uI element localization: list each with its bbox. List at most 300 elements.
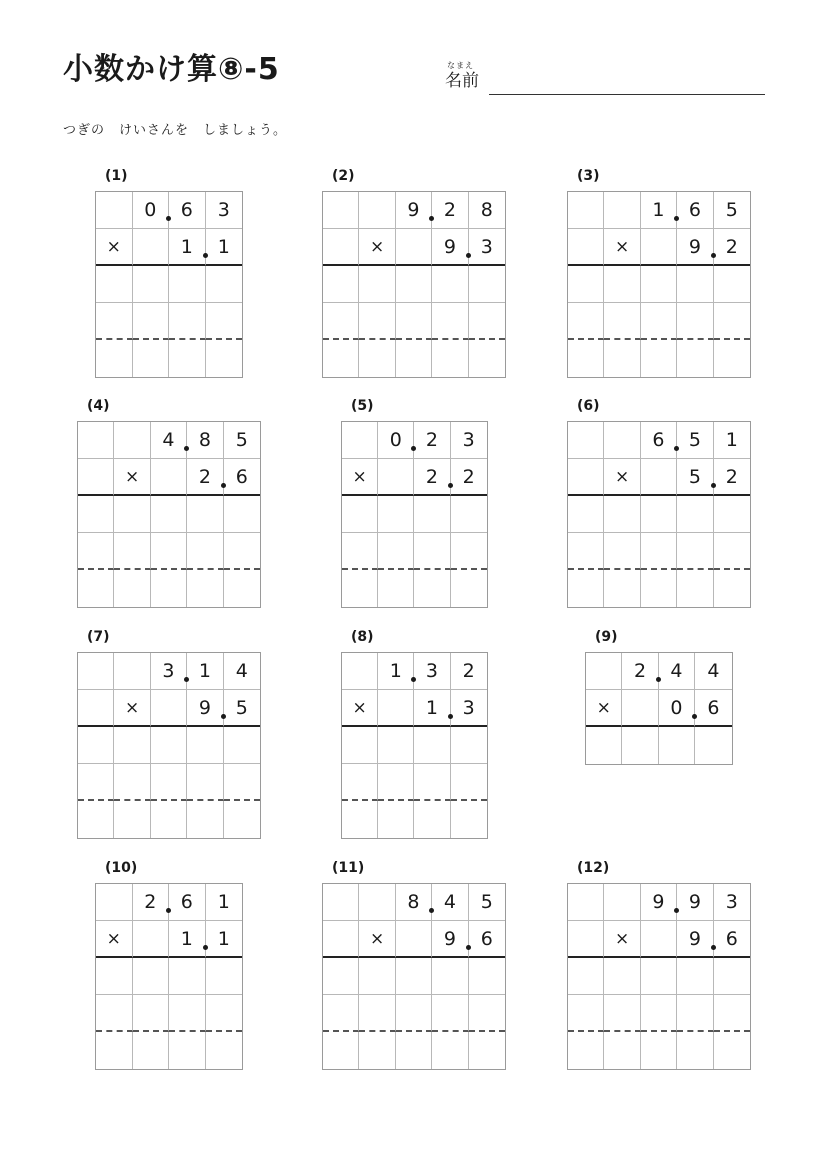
answer-cell[interactable] xyxy=(469,266,505,303)
decimal-point xyxy=(166,908,171,913)
answer-cell[interactable] xyxy=(451,801,487,838)
grid-cell xyxy=(568,192,604,229)
calc-grid xyxy=(567,421,751,608)
answer-cell[interactable] xyxy=(151,764,187,801)
times-sign: × xyxy=(604,459,640,496)
answer-cell[interactable] xyxy=(451,727,487,764)
answer-cell[interactable] xyxy=(568,266,604,303)
multiplier-digit: 2 xyxy=(714,459,750,496)
multiplicand-digit: 1 xyxy=(206,884,243,921)
name-label: 名前 xyxy=(445,71,479,91)
answer-cell[interactable] xyxy=(151,570,187,607)
answer-cell[interactable] xyxy=(432,266,468,303)
answer-cell[interactable] xyxy=(114,727,150,764)
problem-8 xyxy=(341,629,488,839)
answer-cell[interactable] xyxy=(114,533,150,570)
multiplicand-digit: 6 xyxy=(169,192,206,229)
answer-cell[interactable] xyxy=(604,340,640,377)
answer-cell[interactable] xyxy=(133,1032,170,1069)
decimal-point xyxy=(166,216,171,221)
answer-cell[interactable] xyxy=(641,570,677,607)
answer-cell[interactable] xyxy=(714,995,750,1032)
calc-grid xyxy=(77,652,261,839)
answer-cell[interactable] xyxy=(568,303,604,340)
problem-label: (10) xyxy=(105,860,138,876)
answer-cell[interactable] xyxy=(96,340,133,377)
answer-cell[interactable] xyxy=(396,995,432,1032)
answer-cell[interactable] xyxy=(323,340,359,377)
answer-cell[interactable] xyxy=(78,570,114,607)
answer-cell[interactable] xyxy=(224,764,260,801)
answer-cell[interactable] xyxy=(96,995,133,1032)
grid-cell xyxy=(396,921,432,958)
problem-6 xyxy=(567,398,751,608)
answer-cell[interactable] xyxy=(169,340,206,377)
grid-cell xyxy=(568,459,604,496)
answer-cell[interactable] xyxy=(187,496,223,533)
grid-cell xyxy=(359,192,395,229)
answer-cell[interactable] xyxy=(169,1032,206,1069)
answer-cell[interactable] xyxy=(414,570,450,607)
answer-cell[interactable] xyxy=(677,340,713,377)
answer-cell[interactable] xyxy=(78,727,114,764)
answer-cell[interactable] xyxy=(96,266,133,303)
answer-cell[interactable] xyxy=(695,727,731,764)
answer-cell[interactable] xyxy=(359,340,395,377)
grid-cell xyxy=(622,690,658,727)
answer-cell[interactable] xyxy=(133,303,170,340)
multiplicand-digit: 0 xyxy=(133,192,170,229)
answer-cell[interactable] xyxy=(568,496,604,533)
problem-10 xyxy=(95,860,243,1070)
grid-cell xyxy=(114,422,150,459)
multiplicand-digit: 1 xyxy=(641,192,677,229)
problem-label: (9) xyxy=(595,629,618,645)
answer-cell[interactable] xyxy=(378,764,414,801)
answer-cell[interactable] xyxy=(187,533,223,570)
answer-cell[interactable] xyxy=(714,266,750,303)
multiplicand-digit: 1 xyxy=(378,653,414,690)
answer-cell[interactable] xyxy=(359,266,395,303)
grid-cell xyxy=(342,653,378,690)
answer-cell[interactable] xyxy=(414,801,450,838)
answer-cell[interactable] xyxy=(187,764,223,801)
calc-grid xyxy=(322,883,506,1070)
problem-label: (7) xyxy=(87,629,110,645)
answer-cell[interactable] xyxy=(151,801,187,838)
problem-label: (3) xyxy=(577,168,600,184)
answer-cell[interactable] xyxy=(323,995,359,1032)
grid-cell xyxy=(133,229,170,266)
problem-label: (2) xyxy=(332,168,355,184)
answer-cell[interactable] xyxy=(187,727,223,764)
answer-cell[interactable] xyxy=(568,958,604,995)
answer-cell[interactable] xyxy=(677,995,713,1032)
times-sign: × xyxy=(96,229,133,266)
multiplier-digit: 1 xyxy=(206,229,243,266)
answer-cell[interactable] xyxy=(568,570,604,607)
multiplicand-digit: 4 xyxy=(432,884,468,921)
answer-cell[interactable] xyxy=(604,266,640,303)
grid-cell xyxy=(323,921,359,958)
problem-1 xyxy=(95,168,243,378)
decimal-point xyxy=(203,253,208,258)
answer-cell[interactable] xyxy=(342,570,378,607)
answer-cell[interactable] xyxy=(469,995,505,1032)
answer-cell[interactable] xyxy=(714,958,750,995)
decimal-point xyxy=(466,945,471,950)
answer-cell[interactable] xyxy=(96,958,133,995)
answer-cell[interactable] xyxy=(114,764,150,801)
answer-cell[interactable] xyxy=(714,533,750,570)
answer-cell[interactable] xyxy=(114,801,150,838)
answer-cell[interactable] xyxy=(714,570,750,607)
answer-cell[interactable] xyxy=(187,801,223,838)
multiplicand-digit: 6 xyxy=(641,422,677,459)
answer-cell[interactable] xyxy=(469,958,505,995)
grid-cell xyxy=(342,422,378,459)
calc-grid xyxy=(95,883,243,1070)
multiplicand-digit: 5 xyxy=(224,422,260,459)
answer-cell[interactable] xyxy=(187,570,223,607)
multiplicand-digit: 4 xyxy=(659,653,695,690)
answer-cell[interactable] xyxy=(96,303,133,340)
multiplicand-digit: 8 xyxy=(396,884,432,921)
multiplicand-digit: 9 xyxy=(641,884,677,921)
answer-cell[interactable] xyxy=(641,995,677,1032)
answer-cell[interactable] xyxy=(604,303,640,340)
decimal-point xyxy=(466,253,471,258)
answer-cell[interactable] xyxy=(451,533,487,570)
answer-cell[interactable] xyxy=(114,496,150,533)
problem-label: (11) xyxy=(332,860,365,876)
answer-cell[interactable] xyxy=(469,340,505,377)
name-ruby: なまえ xyxy=(447,61,474,70)
answer-cell[interactable] xyxy=(432,1032,468,1069)
answer-cell[interactable] xyxy=(224,801,260,838)
grid-cell xyxy=(323,229,359,266)
problem-label: (6) xyxy=(577,398,600,414)
multiplier-digit: 2 xyxy=(451,459,487,496)
problem-label: (1) xyxy=(105,168,128,184)
grid-cell xyxy=(568,422,604,459)
answer-cell[interactable] xyxy=(677,303,713,340)
worksheet-title: 小数かけ算⑧-5 xyxy=(63,52,280,87)
answer-cell[interactable] xyxy=(641,533,677,570)
grid-cell xyxy=(78,422,114,459)
decimal-point xyxy=(711,945,716,950)
answer-cell[interactable] xyxy=(714,1032,750,1069)
answer-cell[interactable] xyxy=(378,570,414,607)
decimal-point xyxy=(221,483,226,488)
multiplier-digit: 1 xyxy=(169,229,206,266)
multiplier-digit: 2 xyxy=(187,459,223,496)
multiplier-digit: 5 xyxy=(677,459,713,496)
calc-grid xyxy=(322,191,506,378)
grid-cell xyxy=(641,921,677,958)
multiplicand-digit: 1 xyxy=(187,653,223,690)
multiplier-digit: 2 xyxy=(714,229,750,266)
multiplier-digit: 6 xyxy=(695,690,731,727)
answer-cell[interactable] xyxy=(396,303,432,340)
answer-cell[interactable] xyxy=(151,533,187,570)
name-write-line[interactable] xyxy=(489,94,765,95)
problem-12 xyxy=(567,860,751,1070)
answer-cell[interactable] xyxy=(78,496,114,533)
answer-cell[interactable] xyxy=(568,340,604,377)
decimal-point xyxy=(221,714,226,719)
answer-cell[interactable] xyxy=(641,303,677,340)
answer-cell[interactable] xyxy=(96,1032,133,1069)
grid-cell xyxy=(604,884,640,921)
problem-11 xyxy=(322,860,506,1070)
decimal-point xyxy=(711,253,716,258)
answer-cell[interactable] xyxy=(342,727,378,764)
problem-label: (4) xyxy=(87,398,110,414)
answer-cell[interactable] xyxy=(622,727,658,764)
multiplicand-digit: 3 xyxy=(206,192,243,229)
answer-cell[interactable] xyxy=(451,570,487,607)
multiplier-digit: 3 xyxy=(451,690,487,727)
multiplicand-digit: 2 xyxy=(133,884,170,921)
answer-cell[interactable] xyxy=(378,727,414,764)
grid-cell xyxy=(96,884,133,921)
multiplier-digit: 6 xyxy=(469,921,505,958)
answer-cell[interactable] xyxy=(469,303,505,340)
answer-cell[interactable] xyxy=(432,303,468,340)
answer-cell[interactable] xyxy=(169,958,206,995)
times-sign: × xyxy=(342,690,378,727)
problem-label: (12) xyxy=(577,860,610,876)
grid-cell xyxy=(378,690,414,727)
grid-cell xyxy=(568,884,604,921)
answer-cell[interactable] xyxy=(224,570,260,607)
answer-cell[interactable] xyxy=(151,727,187,764)
grid-cell xyxy=(78,653,114,690)
answer-cell[interactable] xyxy=(414,496,450,533)
answer-cell[interactable] xyxy=(451,496,487,533)
answer-cell[interactable] xyxy=(469,1032,505,1069)
answer-cell[interactable] xyxy=(677,1032,713,1069)
multiplier-digit: 6 xyxy=(714,921,750,958)
answer-cell[interactable] xyxy=(342,801,378,838)
answer-cell[interactable] xyxy=(206,266,243,303)
answer-cell[interactable] xyxy=(568,1032,604,1069)
calc-grid xyxy=(77,421,261,608)
multiplier-digit: 5 xyxy=(224,690,260,727)
answer-cell[interactable] xyxy=(378,801,414,838)
answer-cell[interactable] xyxy=(677,533,713,570)
grid-cell xyxy=(604,192,640,229)
answer-cell[interactable] xyxy=(359,303,395,340)
answer-cell[interactable] xyxy=(714,303,750,340)
answer-cell[interactable] xyxy=(604,1032,640,1069)
answer-cell[interactable] xyxy=(206,995,243,1032)
problem-2 xyxy=(322,168,506,378)
answer-cell[interactable] xyxy=(604,958,640,995)
multiplicand-digit: 1 xyxy=(714,422,750,459)
grid-cell xyxy=(604,422,640,459)
answer-cell[interactable] xyxy=(133,340,170,377)
answer-cell[interactable] xyxy=(323,958,359,995)
name-field[interactable] xyxy=(445,60,765,96)
answer-cell[interactable] xyxy=(169,303,206,340)
answer-cell[interactable] xyxy=(641,340,677,377)
answer-cell[interactable] xyxy=(133,266,170,303)
answer-cell[interactable] xyxy=(604,496,640,533)
answer-cell[interactable] xyxy=(224,496,260,533)
grid-cell xyxy=(114,653,150,690)
times-sign: × xyxy=(359,229,395,266)
answer-cell[interactable] xyxy=(206,340,243,377)
answer-cell[interactable] xyxy=(359,995,395,1032)
answer-cell[interactable] xyxy=(677,958,713,995)
answer-cell[interactable] xyxy=(378,533,414,570)
problem-label: (8) xyxy=(351,629,374,645)
answer-cell[interactable] xyxy=(78,801,114,838)
answer-cell[interactable] xyxy=(568,533,604,570)
grid-cell xyxy=(323,884,359,921)
grid-cell xyxy=(96,192,133,229)
answer-cell[interactable] xyxy=(342,496,378,533)
grid-cell xyxy=(78,690,114,727)
answer-cell[interactable] xyxy=(414,764,450,801)
answer-cell[interactable] xyxy=(169,995,206,1032)
answer-cell[interactable] xyxy=(359,1032,395,1069)
times-sign: × xyxy=(114,690,150,727)
grid-cell xyxy=(586,653,622,690)
answer-cell[interactable] xyxy=(342,764,378,801)
answer-cell[interactable] xyxy=(78,764,114,801)
multiplicand-digit: 2 xyxy=(622,653,658,690)
answer-cell[interactable] xyxy=(323,303,359,340)
answer-cell[interactable] xyxy=(323,266,359,303)
answer-cell[interactable] xyxy=(677,496,713,533)
grid-cell xyxy=(396,229,432,266)
decimal-point xyxy=(203,945,208,950)
answer-cell[interactable] xyxy=(224,533,260,570)
answer-cell[interactable] xyxy=(641,496,677,533)
times-sign: × xyxy=(114,459,150,496)
multiplicand-digit: 3 xyxy=(451,422,487,459)
answer-cell[interactable] xyxy=(586,727,622,764)
answer-cell[interactable] xyxy=(432,958,468,995)
answer-cell[interactable] xyxy=(451,764,487,801)
answer-cell[interactable] xyxy=(206,303,243,340)
answer-cell[interactable] xyxy=(604,995,640,1032)
answer-cell[interactable] xyxy=(206,958,243,995)
multiplicand-digit: 4 xyxy=(695,653,731,690)
multiplier-digit: 3 xyxy=(469,229,505,266)
multiplicand-digit: 3 xyxy=(414,653,450,690)
answer-cell[interactable] xyxy=(133,995,170,1032)
multiplier-digit: 0 xyxy=(659,690,695,727)
calc-grid xyxy=(95,191,243,378)
grid-cell xyxy=(641,459,677,496)
answer-cell[interactable] xyxy=(677,570,713,607)
multiplicand-digit: 3 xyxy=(151,653,187,690)
answer-cell[interactable] xyxy=(641,266,677,303)
answer-cell[interactable] xyxy=(323,1032,359,1069)
answer-cell[interactable] xyxy=(78,533,114,570)
answer-cell[interactable] xyxy=(342,533,378,570)
multiplicand-digit: 4 xyxy=(151,422,187,459)
times-sign: × xyxy=(96,921,133,958)
grid-cell xyxy=(151,459,187,496)
answer-cell[interactable] xyxy=(133,958,170,995)
problem-label: (5) xyxy=(351,398,374,414)
answer-cell[interactable] xyxy=(641,958,677,995)
answer-cell[interactable] xyxy=(396,1032,432,1069)
multiplier-digit: 1 xyxy=(414,690,450,727)
problem-7 xyxy=(77,629,261,839)
answer-cell[interactable] xyxy=(224,727,260,764)
multiplier-digit: 2 xyxy=(414,459,450,496)
answer-cell[interactable] xyxy=(641,1032,677,1069)
calc-grid xyxy=(567,883,751,1070)
answer-cell[interactable] xyxy=(677,266,713,303)
problem-4 xyxy=(77,398,261,608)
multiplier-digit: 9 xyxy=(432,229,468,266)
multiplier-digit: 9 xyxy=(677,921,713,958)
answer-cell[interactable] xyxy=(206,1032,243,1069)
answer-cell[interactable] xyxy=(169,266,206,303)
grid-cell xyxy=(78,459,114,496)
multiplier-digit: 1 xyxy=(206,921,243,958)
multiplier-digit: 6 xyxy=(224,459,260,496)
multiplicand-digit: 0 xyxy=(378,422,414,459)
answer-cell[interactable] xyxy=(114,570,150,607)
grid-cell xyxy=(641,229,677,266)
grid-cell xyxy=(359,884,395,921)
answer-cell[interactable] xyxy=(604,533,640,570)
grid-cell xyxy=(568,229,604,266)
answer-cell[interactable] xyxy=(604,570,640,607)
calc-grid xyxy=(341,421,488,608)
answer-cell[interactable] xyxy=(714,496,750,533)
decimal-point xyxy=(711,483,716,488)
grid-cell xyxy=(568,921,604,958)
times-sign: × xyxy=(604,229,640,266)
answer-cell[interactable] xyxy=(714,340,750,377)
answer-cell[interactable] xyxy=(432,995,468,1032)
answer-cell[interactable] xyxy=(151,496,187,533)
answer-cell[interactable] xyxy=(396,340,432,377)
answer-cell[interactable] xyxy=(359,958,395,995)
answer-cell[interactable] xyxy=(396,266,432,303)
multiplicand-digit: 3 xyxy=(714,884,750,921)
answer-cell[interactable] xyxy=(659,727,695,764)
answer-cell[interactable] xyxy=(414,727,450,764)
instructions: つぎの けいさんを しましょう。 xyxy=(63,123,288,138)
multiplicand-digit: 4 xyxy=(224,653,260,690)
answer-cell[interactable] xyxy=(568,995,604,1032)
answer-cell[interactable] xyxy=(432,340,468,377)
calc-grid xyxy=(585,652,733,765)
multiplicand-digit: 6 xyxy=(677,192,713,229)
multiplicand-digit: 9 xyxy=(677,884,713,921)
decimal-point xyxy=(656,677,661,682)
answer-cell[interactable] xyxy=(396,958,432,995)
multiplicand-digit: 2 xyxy=(451,653,487,690)
problem-3 xyxy=(567,168,751,378)
grid-cell xyxy=(151,690,187,727)
problem-9 xyxy=(585,629,733,765)
multiplier-digit: 9 xyxy=(432,921,468,958)
answer-cell[interactable] xyxy=(378,496,414,533)
answer-cell[interactable] xyxy=(414,533,450,570)
multiplicand-digit: 8 xyxy=(469,192,505,229)
